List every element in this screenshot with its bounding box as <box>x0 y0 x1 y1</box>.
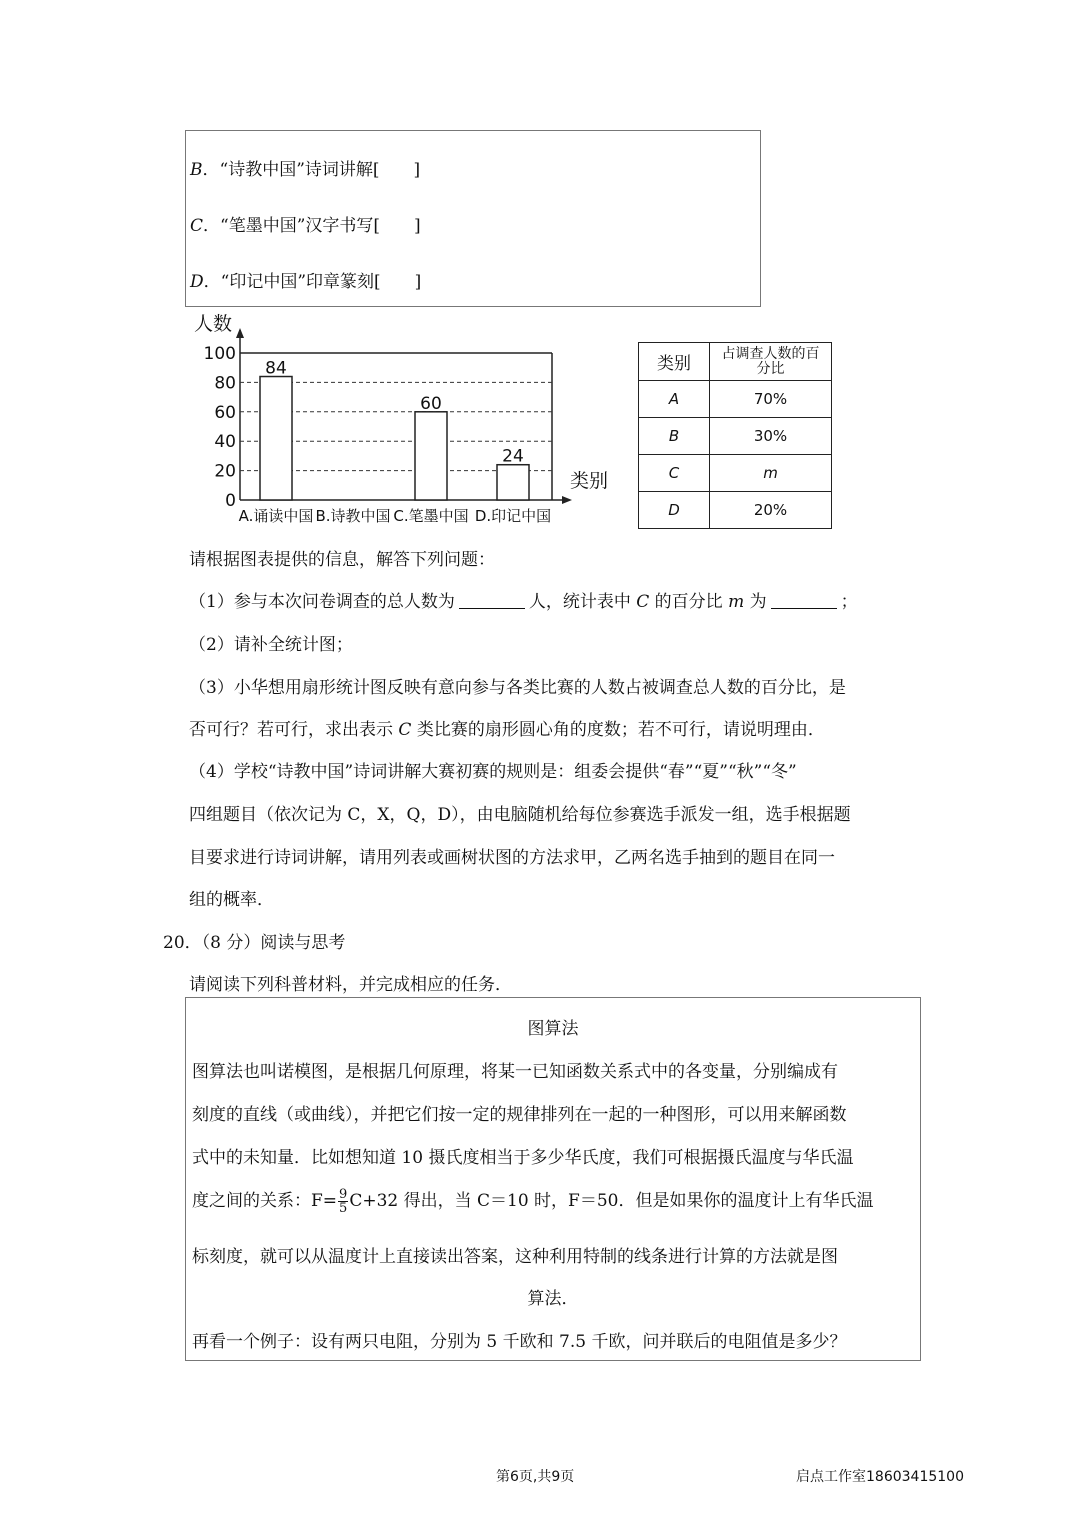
q19-part4-line1: （4）学校“诗教中国”诗词讲解大赛初赛的规则是：组委会提供“春”“夏”“秋”“冬” <box>189 762 797 782</box>
fraction-nine-fifths: $\frac{9}{5}$ <box>339 1187 348 1216</box>
reading-paragraph-line: 图算法也叫诺模图，是根据几何原理，将某一已知函数关系式中的各变量，分别编成有 <box>192 1062 838 1082</box>
q19-part4-line3: 目要求进行诗词讲解，请用列表或画树状图的方法求甲，乙两名选手抽到的题目在同一 <box>189 848 835 868</box>
y-axis-label: 人数 <box>194 313 233 335</box>
x-tick-label: A.诵读中国 <box>238 507 314 525</box>
reading-formula-line: 度之间的关系：F= $\frac{9}{5}$ C+32 得出，当 C＝10 时，F＝50．但是如果你的温度计上有华氏温 <box>192 1187 874 1216</box>
bar-chart <box>180 308 620 530</box>
answer-blank-m <box>771 591 837 609</box>
answer-blank-total <box>459 591 525 609</box>
x-tick-label: B.诗教中国 <box>315 507 391 525</box>
option-c: C．“笔墨中国”汉字书写[ ] <box>190 216 421 236</box>
table-row: B 30% <box>639 418 832 455</box>
reading-paragraph-line: 算法． <box>527 1289 579 1309</box>
q19-part1: （1）参与本次问卷调查的总人数为 人，统计表中 C 的百分比 m 为 ； <box>189 592 858 612</box>
y-tick-label: 20 <box>214 461 236 482</box>
y-axis-arrow <box>236 328 244 338</box>
options-box <box>185 130 761 307</box>
q20-intro: 请阅读下列科普材料，并完成相应的任务． <box>189 975 512 995</box>
option-b: B．“诗教中国”诗词讲解[ ] <box>190 160 421 180</box>
table-row: A 70% <box>639 381 832 418</box>
q20-header: 20．（8 分）阅读与思考 <box>163 933 346 953</box>
reading-paragraph-line: 标刻度，就可以从温度计上直接读出答案，这种利用特制的线条进行计算的方法就是图 <box>192 1247 838 1267</box>
bar-data-label: 60 <box>420 393 442 414</box>
x-axis-label: 类别 <box>570 470 609 492</box>
bar <box>415 412 447 500</box>
page-number: 第6页,共9页 <box>496 1469 575 1485</box>
x-tick-label: D.印记中国 <box>474 507 552 525</box>
table-row: C m <box>639 455 832 492</box>
reading-paragraph-line: 再看一个例子：设有两只电阻，分别为 5 千欧和 7.5 千欧，问并联后的电阻值是多少？ <box>192 1332 847 1352</box>
reading-title: 图算法 <box>527 1019 579 1039</box>
q19-part4-line4: 组的概率． <box>189 890 274 910</box>
bar <box>497 465 529 500</box>
q19-part3-line2: 否可行？若可行，求出表示 C 类比赛的扇形圆心角的度数；若不可行，请说明理由． <box>189 720 825 740</box>
y-tick-label: 80 <box>214 373 236 394</box>
q19-part4-line2: 四组题目（依次记为 C，X，Q，D），由电脑随机给每位参赛选手派发一组，选手根据题 <box>189 805 851 825</box>
studio-credit: 启点工作室18603415100 <box>796 1469 964 1485</box>
y-tick-label: 0 <box>225 491 236 511</box>
reading-box <box>185 997 921 1361</box>
option-d: D．“印记中国”印章篆刻[ ] <box>190 272 422 292</box>
reading-paragraph-line: 刻度的直线（或曲线），并把它们按一定的规律排列在一起的一种图形，可以用来解函数 <box>192 1105 847 1125</box>
x-axis-arrow <box>562 496 572 504</box>
stat-table <box>638 342 832 529</box>
bar <box>260 377 292 500</box>
y-tick-label: 40 <box>214 432 236 453</box>
reading-paragraph-line: 式中的未知量．比如想知道 10 摄氏度相当于多少华氏度，我们可根据摄氏温度与华氏温 <box>192 1148 854 1168</box>
q19-intro: 请根据图表提供的信息，解答下列问题： <box>189 550 495 570</box>
q19-part3-line1: （3）小华想用扇形统计图反映有意向参与各类比赛的人数占被调查总人数的百分比，是 <box>189 678 846 698</box>
table-header-category: 类别 <box>639 343 710 381</box>
y-tick-label: 100 <box>203 344 236 364</box>
x-tick-label: C.笔墨中国 <box>393 507 469 525</box>
bar-data-label: 84 <box>265 358 287 379</box>
y-tick-label: 60 <box>214 402 236 423</box>
q19-part2: （2）请补全统计图； <box>189 635 353 655</box>
table-header-percent: 占调查人数的百分比 <box>710 343 832 381</box>
table-row: D 20% <box>639 492 832 529</box>
bar-data-label: 24 <box>502 446 524 467</box>
